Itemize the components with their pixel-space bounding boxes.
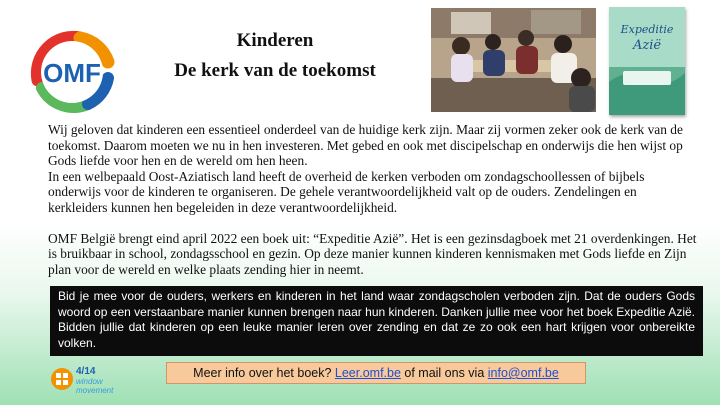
wm-logo-word-2: movement — [76, 386, 114, 395]
info-prefix: Meer info over het boek? — [193, 366, 335, 380]
wm-logo-number: 4/14 — [76, 366, 96, 377]
title-line-1: Kinderen — [236, 30, 314, 51]
wm-logo-word-1: window — [76, 377, 103, 386]
book-cover-icon — [609, 7, 685, 115]
book-title-line-1: Expeditie — [620, 23, 674, 36]
body-paragraph-1: Wij geloven dat kinderen een essentieel onderdeel van de huidige kerk zijn. Maar zij vormen zeker ook de kerk van de toekomst. Daarom moeten we nu in hen investeren. Met gebed en ook met discipelschap en onderwijs die hen wijst op Gods liefde voor hen en de wereld om hen heen. — [48, 122, 683, 169]
prayer-box — [50, 286, 703, 356]
book-title-line-2: Azië — [632, 38, 662, 53]
window-movement-logo-icon — [50, 362, 120, 396]
page-title — [140, 26, 410, 86]
paragraph-spacer — [48, 216, 698, 231]
leer-omf-link[interactable]: Leer.omf.be — [334, 366, 401, 380]
omf-logo-text: OMF — [43, 58, 101, 88]
info-middle: of mail ons via — [400, 366, 488, 380]
body-paragraph-3: OMF België brengt eind april 2022 een boek uit: “Expeditie Azië”. Het is een gezinsdagboek met 21 overdenkingen. Het is bruikbaar in school, zondagsschool en gezin. Op deze manier kunnen kinderen kennismaken met Gods liefde en Zijn plan voor de wereld en welke plaats zending hier in neemt. — [48, 230, 697, 277]
title-line-2: De kerk van de toekomst — [174, 60, 376, 81]
children-classroom-photo — [431, 8, 596, 112]
body-paragraph-2: In een welbepaald Oost-Aziatisch land heeft de overheid de kerken verboden om zondagschoollessen of bijbels onderwijs voor de kinderen te organiseren. De gehele verantwoordelijkheid valt op de ouders. Zendelingen en kerkleiders kunnen hen begeleiden in deze verantwoordelijkheid. — [48, 168, 645, 215]
body-text — [48, 122, 698, 277]
omf-logo-icon — [18, 20, 122, 116]
info-bar — [166, 362, 586, 384]
prayer-text: Bid je mee voor de ouders, werkers en kinderen in het land waar zondagscholen verboden zijn. Dat de ouders Gods woord op een verstaanbare manier kunnen brengen naar hun kinderen. Danken jullie mee voor het boek Expeditie Azië. Bidden jullie dat kinderen op een leuke manier leren over zending en dat ze zo ook een hart krijgen voor onbereikte volken. — [58, 289, 695, 350]
info-email-link[interactable]: info@omf.be — [487, 366, 559, 380]
